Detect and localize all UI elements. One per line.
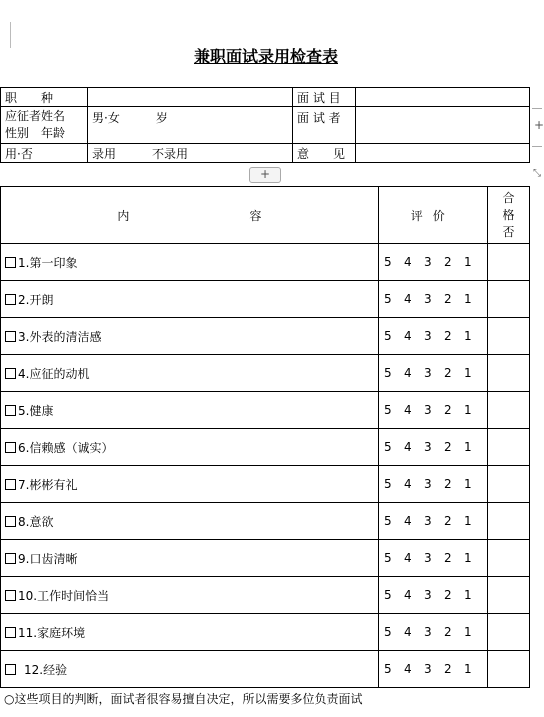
- pass-cell[interactable]: [487, 577, 529, 614]
- pass-header-char: 格: [502, 207, 515, 222]
- evaluation-item: [1, 244, 379, 281]
- score-option[interactable]: 4: [403, 625, 422, 639]
- score-option[interactable]: 3: [423, 366, 442, 380]
- evaluation-item: [1, 281, 379, 318]
- score-option[interactable]: 4: [403, 551, 422, 565]
- table-resize-icon[interactable]: ⤡: [533, 168, 541, 179]
- score-option[interactable]: 3: [423, 329, 442, 343]
- evaluation-item-label: 1.第一印象: [18, 255, 78, 270]
- info-row-position: [1, 88, 530, 107]
- evaluation-item-label: 5.健康: [18, 403, 54, 418]
- score-option[interactable]: 1: [463, 662, 482, 676]
- score-options: [378, 244, 487, 281]
- evaluation-item-label: 9.口齿清晰: [18, 551, 78, 566]
- score-option[interactable]: 4: [403, 366, 422, 380]
- info-row-applicant: [1, 107, 530, 144]
- evaluation-item: [1, 540, 379, 577]
- score-option[interactable]: 3: [423, 625, 442, 639]
- side-guide-line: [532, 108, 542, 109]
- pass-cell[interactable]: [487, 651, 529, 688]
- score-option[interactable]: 3: [423, 551, 442, 565]
- score-option[interactable]: 2: [443, 403, 462, 417]
- evaluation-row: [1, 429, 530, 466]
- score-option[interactable]: 1: [463, 403, 482, 417]
- evaluation-item-label: 6.信赖感（诚实）: [18, 440, 114, 455]
- pass-cell[interactable]: [487, 392, 529, 429]
- pass-cell[interactable]: [487, 503, 529, 540]
- interviewer-label: 面 试 者: [293, 107, 356, 144]
- evaluation-row: [1, 503, 530, 540]
- checkbox-icon[interactable]: [5, 405, 16, 416]
- score-option[interactable]: 5: [383, 440, 402, 454]
- checkbox-icon[interactable]: [5, 590, 16, 601]
- score-option[interactable]: 4: [403, 403, 422, 417]
- decision-value[interactable]: 录用 不录用: [88, 144, 293, 163]
- side-guide-line: [532, 146, 542, 147]
- score-option[interactable]: 3: [423, 292, 442, 306]
- score-options: [378, 429, 487, 466]
- evaluation-row: [1, 614, 530, 651]
- score-option[interactable]: 3: [423, 255, 442, 269]
- pass-cell[interactable]: [487, 355, 529, 392]
- evaluation-item-label: 11.家庭环境: [18, 625, 86, 640]
- score-option[interactable]: 5: [383, 662, 402, 676]
- score-options: [378, 577, 487, 614]
- evaluation-item: [1, 614, 379, 651]
- opinion-value[interactable]: [356, 144, 530, 163]
- score-option[interactable]: 1: [463, 514, 482, 528]
- score-option[interactable]: 1: [463, 292, 482, 306]
- score-option[interactable]: 2: [443, 255, 462, 269]
- score-option[interactable]: 4: [403, 477, 422, 491]
- gender-age-value[interactable]: 男·女 岁: [88, 107, 293, 144]
- evaluation-row: [1, 355, 530, 392]
- score-option[interactable]: 3: [423, 477, 442, 491]
- score-option[interactable]: 3: [423, 403, 442, 417]
- score-option[interactable]: 1: [463, 255, 482, 269]
- interviewer-value[interactable]: [356, 107, 530, 144]
- score-option[interactable]: 2: [443, 477, 462, 491]
- score-options: [378, 466, 487, 503]
- evaluation-item: [1, 429, 379, 466]
- score-option[interactable]: 1: [463, 625, 482, 639]
- score-option[interactable]: 5: [383, 477, 402, 491]
- score-options: [378, 318, 487, 355]
- score-option[interactable]: 5: [383, 514, 402, 528]
- score-option[interactable]: 2: [443, 366, 462, 380]
- score-option[interactable]: 2: [443, 514, 462, 528]
- evaluation-item: [1, 466, 379, 503]
- score-option[interactable]: 2: [443, 292, 462, 306]
- score-option[interactable]: 5: [383, 292, 402, 306]
- gender-age-label: 性别 年龄: [5, 126, 66, 140]
- pass-header-char: 否: [502, 224, 515, 239]
- evaluation-item-label: 10.工作时间恰当: [18, 588, 110, 603]
- applicant-label: [1, 107, 88, 144]
- score-options: [378, 503, 487, 540]
- evaluation-row: [1, 651, 530, 688]
- score-option[interactable]: 5: [383, 403, 402, 417]
- score-options: [378, 281, 487, 318]
- score-option[interactable]: 1: [463, 440, 482, 454]
- evaluation-item-label: 7.彬彬有礼: [18, 477, 78, 492]
- score-option[interactable]: 4: [403, 440, 422, 454]
- interview-purpose-value[interactable]: [356, 88, 530, 107]
- checkbox-icon[interactable]: [5, 368, 16, 379]
- score-option[interactable]: 1: [463, 551, 482, 565]
- evaluation-item-label: 8.意欲: [18, 514, 54, 529]
- info-table: [0, 87, 530, 163]
- evaluation-item-label: 3.外表的清洁感: [18, 329, 102, 344]
- pass-cell[interactable]: [487, 614, 529, 651]
- score-option[interactable]: 3: [423, 514, 442, 528]
- checkbox-icon[interactable]: [5, 664, 16, 675]
- checkbox-icon[interactable]: [5, 479, 16, 490]
- info-row-decision: [1, 144, 530, 163]
- side-add-row-icon[interactable]: +: [534, 118, 544, 132]
- checkbox-icon[interactable]: [5, 442, 16, 453]
- score-option[interactable]: 4: [403, 255, 422, 269]
- evaluation-item: [1, 318, 379, 355]
- evaluation-table: [0, 186, 530, 688]
- score-options: [378, 614, 487, 651]
- score-option[interactable]: 5: [383, 588, 402, 602]
- interview-purpose-label: 面 试 目: [293, 88, 356, 107]
- evaluation-row: [1, 281, 530, 318]
- pass-cell[interactable]: [487, 318, 529, 355]
- evaluation-item: [1, 503, 379, 540]
- score-option[interactable]: 2: [443, 625, 462, 639]
- score-option[interactable]: 2: [443, 440, 462, 454]
- score-option[interactable]: 5: [383, 551, 402, 565]
- score-option[interactable]: 4: [403, 292, 422, 306]
- score-options: [378, 392, 487, 429]
- pass-cell[interactable]: [487, 244, 529, 281]
- score-options: [378, 355, 487, 392]
- checkbox-icon[interactable]: [5, 257, 16, 268]
- opinion-label: 意 见: [293, 144, 356, 163]
- pass-cell[interactable]: [487, 540, 529, 577]
- score-option[interactable]: 1: [463, 366, 482, 380]
- evaluation-item-label: 4.应征的动机: [18, 366, 90, 381]
- evaluation-item-label: 12.经验: [24, 662, 68, 677]
- evaluation-header-row: [1, 187, 530, 244]
- footer-note: ○这些项目的判断，面试者很容易擅自决定，所以需要多位负责面试: [4, 692, 363, 706]
- score-option[interactable]: 2: [443, 551, 462, 565]
- score-option[interactable]: 4: [403, 588, 422, 602]
- page-title: 兼职面试录用检查表: [193, 47, 338, 66]
- score-options: [378, 651, 487, 688]
- pass-cell[interactable]: [487, 281, 529, 318]
- evaluation-item: [1, 392, 379, 429]
- checkbox-icon[interactable]: [5, 516, 16, 527]
- score-option[interactable]: 1: [463, 477, 482, 491]
- evaluation-row: [1, 577, 530, 614]
- score-header: 评价: [378, 187, 487, 244]
- position-value[interactable]: [88, 88, 293, 107]
- score-option[interactable]: 5: [383, 366, 402, 380]
- score-option[interactable]: 4: [403, 329, 422, 343]
- evaluation-item: [1, 577, 379, 614]
- score-option[interactable]: 5: [383, 329, 402, 343]
- position-label: 职 种: [1, 88, 88, 107]
- add-row-button[interactable]: +: [249, 167, 281, 183]
- checkbox-icon[interactable]: [5, 331, 16, 342]
- score-option[interactable]: 4: [403, 514, 422, 528]
- decision-label: 用·否: [1, 144, 88, 163]
- score-option[interactable]: 1: [463, 588, 482, 602]
- checkbox-icon[interactable]: [5, 553, 16, 564]
- score-option[interactable]: 2: [443, 329, 462, 343]
- evaluation-row: [1, 318, 530, 355]
- score-option[interactable]: 5: [383, 255, 402, 269]
- score-option[interactable]: 5: [383, 625, 402, 639]
- evaluation-row: [1, 244, 530, 281]
- content-header: 内 容: [1, 187, 379, 244]
- score-option[interactable]: 4: [403, 662, 422, 676]
- score-option[interactable]: 3: [423, 440, 442, 454]
- pass-header-char: 合: [502, 190, 515, 205]
- score-option[interactable]: 2: [443, 662, 462, 676]
- score-option[interactable]: 1: [463, 329, 482, 343]
- evaluation-item-label: 2.开朗: [18, 292, 54, 307]
- checkbox-icon[interactable]: [5, 294, 16, 305]
- checkbox-icon[interactable]: [5, 627, 16, 638]
- score-option[interactable]: 3: [423, 662, 442, 676]
- pass-header: [487, 187, 529, 244]
- evaluation-row: [1, 540, 530, 577]
- pass-cell[interactable]: [487, 429, 529, 466]
- score-option[interactable]: 2: [443, 588, 462, 602]
- pass-cell[interactable]: [487, 466, 529, 503]
- score-options: [378, 540, 487, 577]
- evaluation-row: [1, 466, 530, 503]
- evaluation-item: [1, 355, 379, 392]
- evaluation-item: [1, 651, 379, 688]
- applicant-name-label: 应征者姓名: [5, 109, 66, 123]
- evaluation-row: [1, 392, 530, 429]
- score-option[interactable]: 3: [423, 588, 442, 602]
